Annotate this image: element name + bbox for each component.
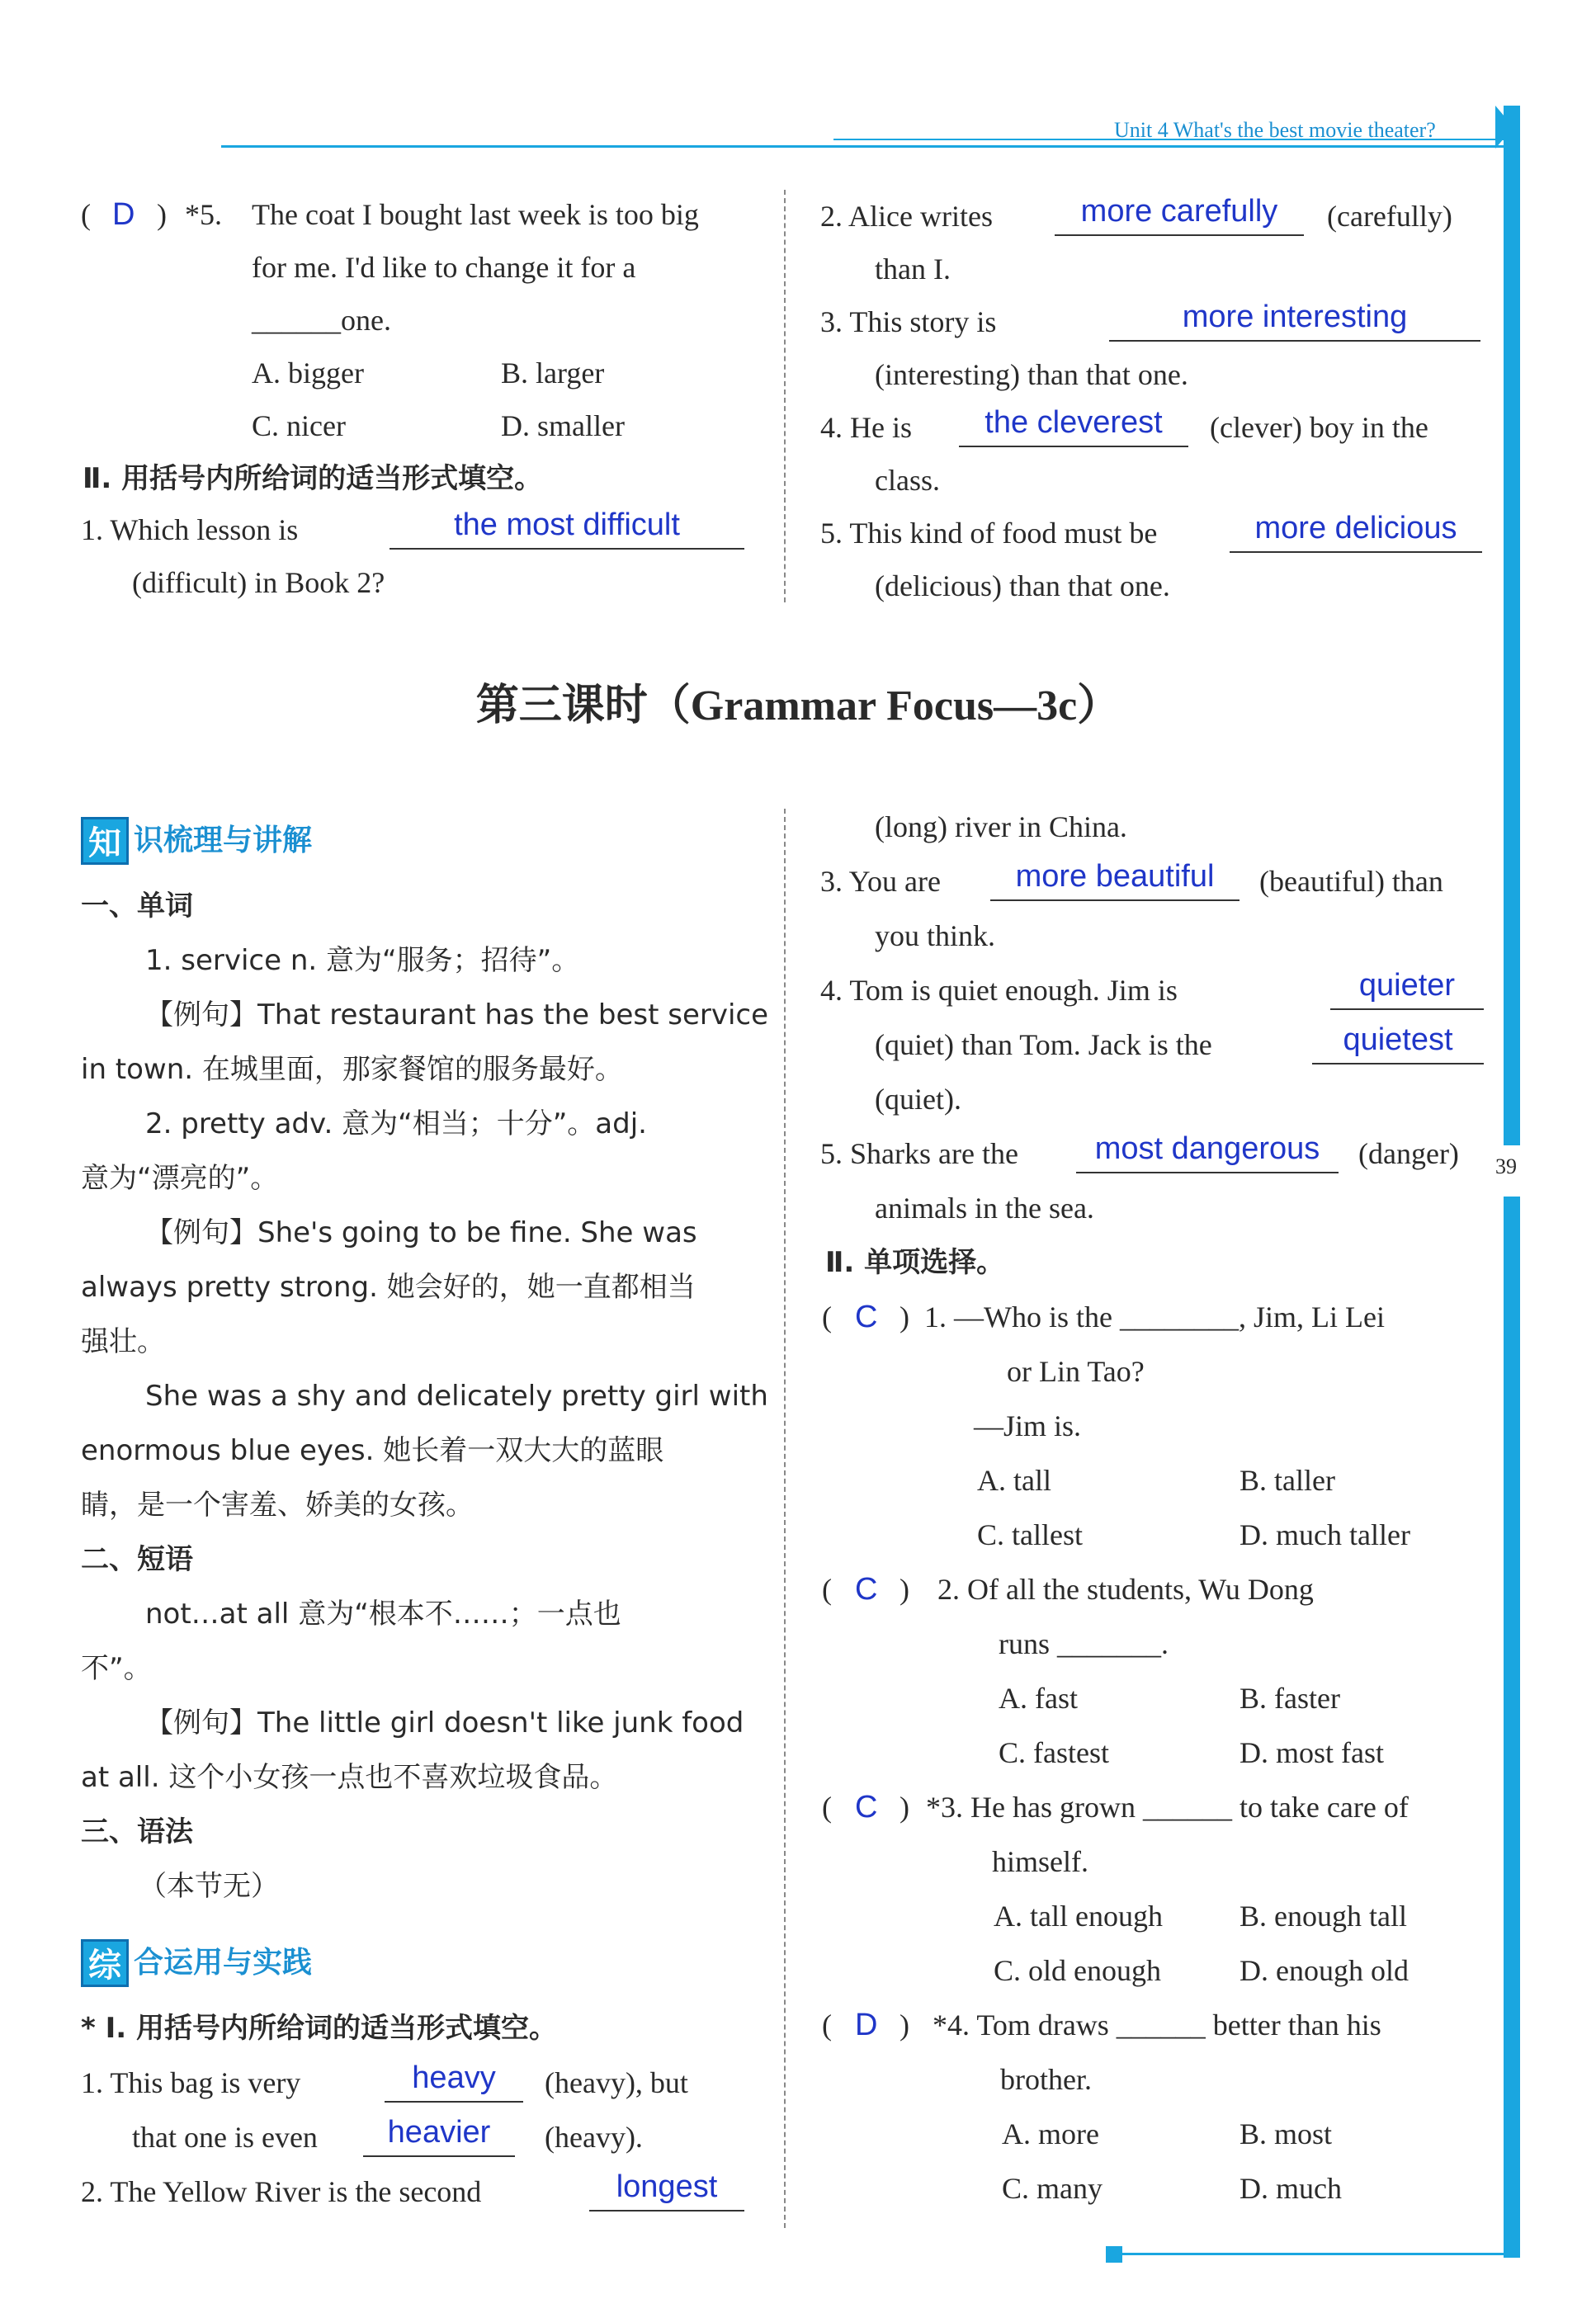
grammar-note: （本节无） [139, 1870, 279, 1903]
tr-q5-answer: more delicious [1254, 511, 1457, 545]
e3-answer: more beautiful [1015, 859, 1215, 894]
phrase1: not…at all 意为“根本不……；一点也 [145, 1598, 621, 1631]
q5-line2: for me. I'd like to change it for a [252, 251, 636, 284]
word1-example2: in town. 在城里面，那家餐馆的服务最好。 [81, 1053, 623, 1086]
q5-paren-close: ) [157, 198, 167, 231]
section-knowledge-title: 识梳理与讲解 [134, 824, 313, 857]
tr-q4-blank [959, 446, 1188, 447]
side-bar [1504, 106, 1520, 1145]
word2-example4: She was a shy and delicately pretty girl with [145, 1380, 768, 1413]
e5-b: (danger) [1358, 1137, 1459, 1170]
tr-q5-blank [1230, 551, 1482, 553]
m3-opt-c: C. old enough [994, 1954, 1161, 1987]
e1-blank2 [363, 2155, 515, 2157]
word1: 1. service n. 意为“服务；招待”。 [145, 944, 580, 977]
e1-a: 1. This bag is very [81, 2066, 301, 2099]
m3-paren: ( [822, 1791, 832, 1824]
m3-opt-a: A. tall enough [994, 1900, 1163, 1933]
e4-blank1 [1330, 1008, 1484, 1010]
e3-c: you think. [875, 919, 996, 952]
e5-a: 5. Sharks are the [820, 1137, 1018, 1170]
m3-answer: C [855, 1790, 878, 1824]
m3-opt-d: D. enough old [1239, 1954, 1409, 1987]
e1-answer2: heavier [387, 2115, 491, 2150]
word1-example1: 【例句】That restaurant has the best service [145, 998, 769, 1031]
m2-line1: 2. Of all the students, Wu Dong [937, 1573, 1314, 1606]
mc-section-title: Ⅱ. 单项选择。 [825, 1246, 1005, 1279]
tl-q1-answer: the most difficult [454, 507, 680, 542]
e4-blank2 [1312, 1063, 1484, 1064]
tl-q1-blank [390, 548, 744, 550]
e2-cont: (long) river in China. [875, 810, 1127, 843]
word2-example3: 强壮。 [81, 1325, 165, 1358]
e4-c: (quiet). [875, 1083, 961, 1116]
footer-square [1106, 2246, 1122, 2263]
e1-c: that one is even [132, 2121, 318, 2154]
tr-q4-c: class. [875, 464, 940, 497]
word2-example2: always pretty strong. 她会好的，她一直都相当 [81, 1271, 696, 1304]
practice-icon: 综 [81, 1939, 129, 1987]
tr-q3-a: 3. This story is [820, 305, 997, 338]
tr-q2-b: (carefully) [1327, 200, 1452, 233]
q5-paren: ( [81, 198, 91, 231]
m1-opt-a: A. tall [977, 1464, 1051, 1497]
page-number: 39 [1495, 1154, 1517, 1178]
lesson-title: 第三课时（Grammar Focus—3c） [475, 682, 1121, 729]
m1-paren-close: ) [900, 1300, 909, 1334]
exercise1-title: * Ⅰ. 用括号内所给词的适当形式填空。 [81, 2012, 558, 2045]
e4-a: 4. Tom is quiet enough. Jim is [820, 974, 1178, 1007]
word2: 2. pretty adv. 意为“相当；十分”。adj. [145, 1107, 647, 1140]
m2-opt-c: C. fastest [999, 1736, 1109, 1769]
word2-example1: 【例句】She's going to be fine. She was [145, 1216, 697, 1249]
word2-example6: 睛，是一个害羞、娇美的女孩。 [81, 1489, 474, 1522]
knowledge-icon: 知 [81, 817, 129, 865]
m1-opt-d: D. much taller [1239, 1518, 1410, 1551]
e5-c: animals in the sea. [875, 1192, 1094, 1225]
phrase1-example2: at all. 这个小女孩一点也不喜欢垃圾食品。 [81, 1761, 618, 1794]
e2-a: 2. The Yellow River is the second [81, 2175, 482, 2208]
m2-line2: runs _______. [999, 1627, 1169, 1660]
m2-opt-d: D. most fast [1239, 1736, 1384, 1769]
e3-b: (beautiful) than [1259, 865, 1443, 898]
m2-paren: ( [822, 1573, 832, 1606]
heading-grammar: 三、语法 [81, 1815, 193, 1848]
m3-line1: *3. He has grown ______ to take care of [926, 1791, 1409, 1824]
m2-opt-a: A. fast [999, 1682, 1078, 1715]
m2-paren-close: ) [900, 1573, 909, 1606]
footer-rule [1106, 2253, 1518, 2255]
m1-opt-c: C. tallest [977, 1518, 1083, 1551]
m1-line3: —Jim is. [974, 1409, 1082, 1442]
m1-line2: or Lin Tao? [1007, 1355, 1145, 1388]
tr-q2-answer: more carefully [1080, 194, 1278, 229]
tr-q5-b: (delicious) than that one. [875, 569, 1170, 602]
e2-blank [589, 2210, 744, 2212]
word2-example5: enormous blue eyes. 她长着一双大大的蓝眼 [81, 1434, 664, 1467]
tr-q2-blank [1055, 234, 1304, 236]
e3-a: 3. You are [820, 865, 942, 898]
m1-answer: C [855, 1300, 878, 1334]
e1-b: (heavy), but [545, 2066, 688, 2099]
heading-words: 一、单词 [81, 890, 193, 923]
bottom-column-divider [784, 809, 786, 2228]
m4-opt-a: A. more [1002, 2117, 1099, 2150]
tr-q2-c: than I. [875, 253, 951, 286]
phrase1-b: 不”。 [81, 1652, 152, 1685]
e1-answer1: heavy [412, 2060, 496, 2095]
section-practice-title: 合运用与实践 [134, 1946, 313, 1980]
m4-line1: *4. Tom draws ______ better than his [933, 2009, 1381, 2042]
word2-b: 意为“漂亮的”。 [81, 1162, 279, 1195]
phrase1-example1: 【例句】The little girl doesn't like junk food [145, 1706, 744, 1739]
q5-opt-a: A. bigger [252, 356, 364, 389]
top-column-divider [784, 190, 786, 602]
m2-answer: C [855, 1572, 878, 1607]
m4-opt-d: D. much [1239, 2172, 1342, 2205]
tr-q3-answer: more interesting [1182, 300, 1408, 334]
section2-title: Ⅱ. 用括号内所给词的适当形式填空。 [83, 462, 543, 495]
tr-q4-a: 4. He is [820, 411, 912, 444]
m2-opt-b: B. faster [1239, 1682, 1340, 1715]
tr-q3-blank [1109, 340, 1480, 342]
q5-line1: The coat I bought last week is too big [252, 198, 699, 231]
m1-opt-b: B. taller [1239, 1464, 1335, 1497]
tr-q4-b: (clever) boy in the [1210, 411, 1428, 444]
m4-answer: D [855, 2008, 878, 2042]
e1-blank1 [385, 2101, 523, 2103]
q5-answer: D [112, 197, 135, 232]
tr-q4-answer: the cleverest [985, 405, 1163, 440]
m4-opt-b: B. most [1239, 2117, 1333, 2150]
tl-q1-b: (difficult) in Book 2? [132, 566, 385, 599]
m1-paren: ( [822, 1300, 832, 1334]
e3-blank [990, 899, 1239, 901]
tr-q2-a: 2. Alice writes [820, 200, 993, 233]
e4-b: (quiet) than Tom. Jack is the [875, 1028, 1212, 1061]
q5-opt-b: B. larger [501, 356, 605, 389]
heading-phrases: 二、短语 [81, 1543, 193, 1576]
m4-opt-c: C. many [1002, 2172, 1103, 2205]
e4-answer2: quietest [1343, 1022, 1453, 1057]
tr-q5-a: 5. This kind of food must be [820, 517, 1158, 550]
m3-opt-b: B. enough tall [1239, 1900, 1407, 1933]
tl-q1-a: 1. Which lesson is [81, 513, 299, 546]
e1-d: (heavy). [545, 2121, 643, 2154]
q5-line3: ______one. [252, 304, 391, 337]
e5-blank [1076, 1172, 1339, 1173]
e2-answer: longest [616, 2169, 718, 2204]
q5-opt-c: C. nicer [252, 409, 346, 442]
q5-num: *5. [185, 198, 222, 231]
m3-paren-close: ) [900, 1791, 909, 1824]
m4-line2: brother. [1000, 2063, 1092, 2096]
m4-paren: ( [822, 2009, 832, 2042]
m3-line2: himself. [992, 1845, 1088, 1878]
side-bar-lower [1504, 1197, 1520, 2258]
m4-paren-close: ) [900, 2009, 909, 2042]
tr-q3-b: (interesting) than that one. [875, 358, 1188, 391]
e5-answer: most dangerous [1094, 1131, 1320, 1166]
q5-opt-d: D. smaller [501, 409, 625, 442]
header-title: Unit 4 What's the best movie theater? [1114, 118, 1436, 142]
e4-answer1: quieter [1358, 968, 1456, 1003]
m1-line1: 1. —Who is the ________, Jim, Li Lei [924, 1300, 1385, 1334]
